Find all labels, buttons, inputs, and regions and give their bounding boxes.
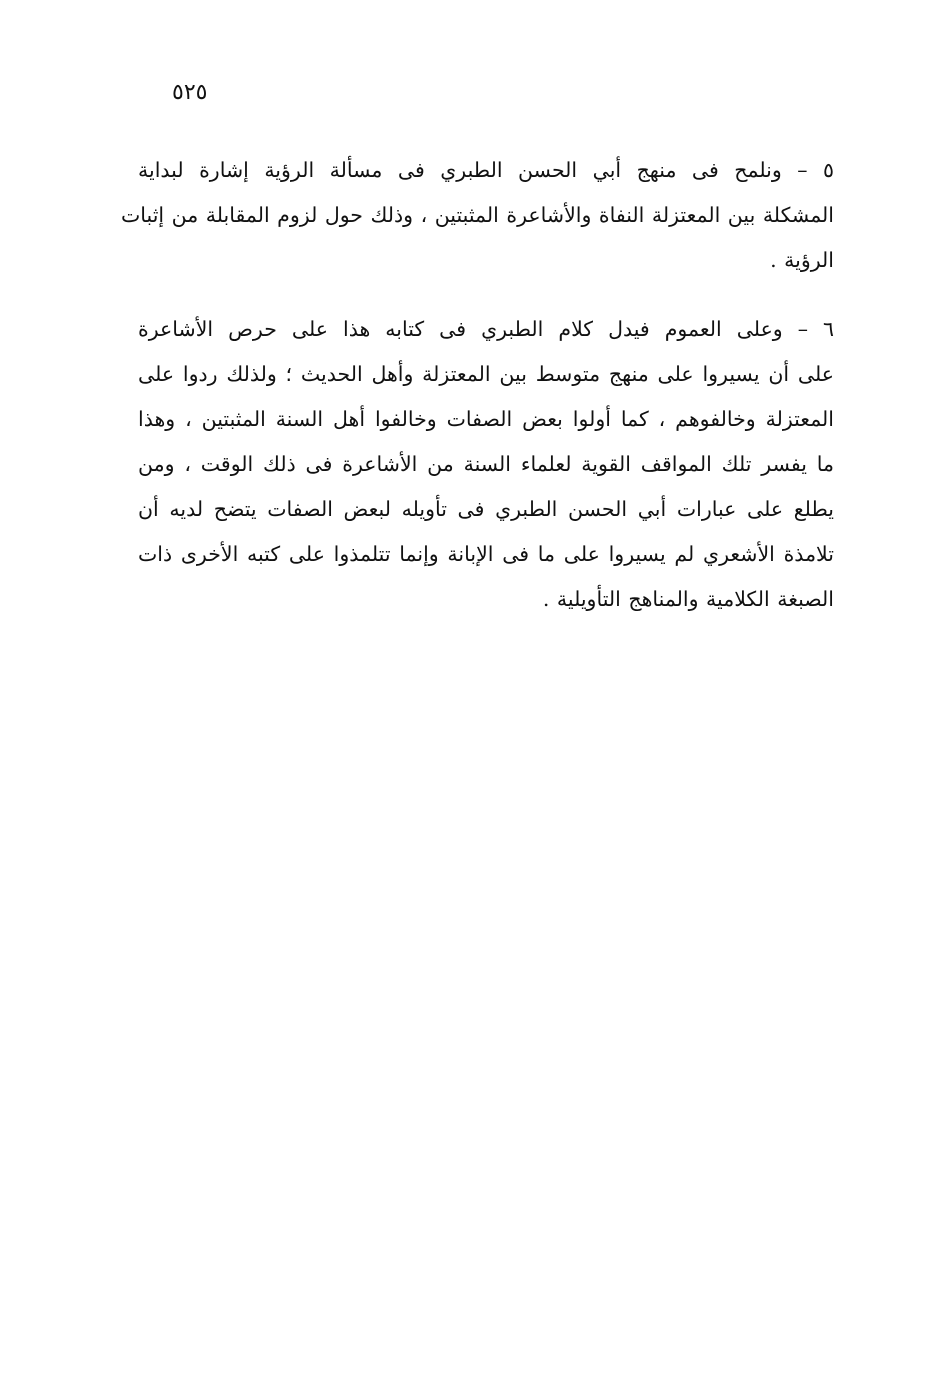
paragraph-5 xyxy=(121,148,834,283)
text-line: على أن يسيروا على منهج متوسط بين المعتزلة وأهل الحديث ؛ ولذلك ردوا على xyxy=(138,362,834,386)
paragraph-6 xyxy=(138,307,834,622)
text-line: ما يفسر تلك المواقف القوية لعلماء السنة من الأشاعرة فى ذلك الوقت ، ومن xyxy=(138,452,834,476)
page-number: ٥٢٥ xyxy=(172,80,208,105)
text-line: ٥ – ونلمح فى منهج أبي الحسن الطبري فى مسألة الرؤية إشارة لبداية xyxy=(138,158,834,182)
text-line: المعتزلة وخالفوهم ، كما أولوا بعض الصفات وخالفوا أهل السنة المثبتين ، وهذا xyxy=(138,407,834,431)
text-line: الرؤية . xyxy=(770,248,834,272)
text-line: الصبغة الكلامية والمناهج التأويلية . xyxy=(542,587,834,611)
text-line: المشكلة بين المعتزلة النفاة والأشاعرة المثبتين ، وذلك حول لزوم المقابلة من إثبات xyxy=(121,203,834,227)
text-line: ٦ – وعلى العموم فيدل كلام الطبري فى كتابه هذا على حرص الأشاعرة xyxy=(138,317,834,341)
body-text xyxy=(121,148,834,622)
text-line: تلامذة الأشعري لم يسيروا على ما فى الإبانة وإنما تتلمذوا على كتبه الأخرى ذات xyxy=(138,542,834,566)
text-line: يطلع على عبارات أبي الحسن الطبري فى تأويله لبعض الصفات يتضح لديه أن xyxy=(138,497,834,521)
